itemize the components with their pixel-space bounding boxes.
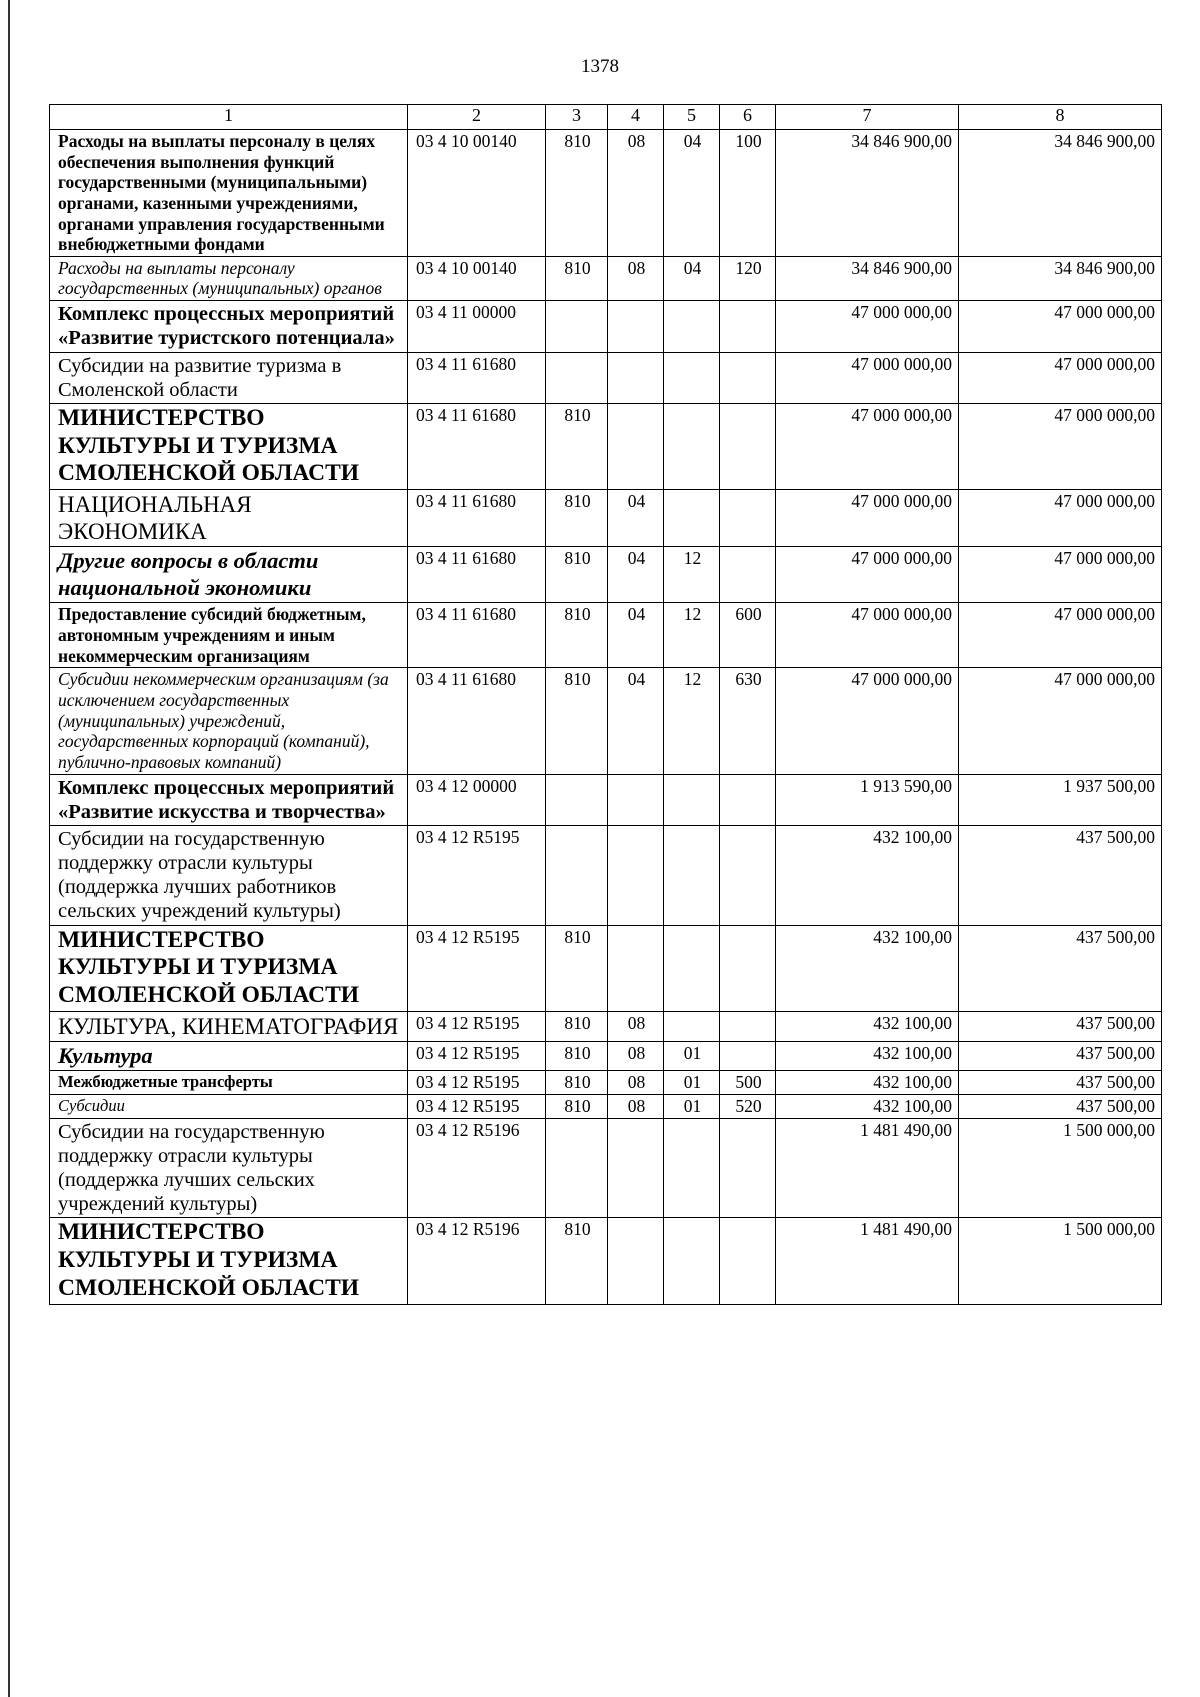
row-name-cell: Другие вопросы в области национальной экономики [50, 547, 408, 603]
column-header: 7 [776, 105, 959, 130]
budget-table [49, 104, 1162, 1305]
amount-year2-cell: 1 937 500,00 [959, 774, 1162, 825]
table-body [50, 130, 1162, 1305]
amount-year1-cell: 432 100,00 [776, 925, 959, 1011]
subsection-cell: 12 [664, 547, 720, 603]
row-name-cell: Расходы на выплаты персоналу в целях обеспечения выполнения функций государственными (муниципальными) органами, казенными учреждениями, органами управления государственными внебюджетными фондами [50, 130, 408, 257]
section-cell: 08 [608, 1095, 664, 1119]
ministry-code-cell: 810 [546, 668, 608, 774]
expense-type-cell: 120 [720, 256, 776, 300]
expense-type-cell [720, 403, 776, 489]
scan-edge-line [8, 0, 10, 1697]
row-name-cell: Межбюджетные трансферты [50, 1071, 408, 1095]
amount-year2-cell: 47 000 000,00 [959, 547, 1162, 603]
expense-type-cell [720, 774, 776, 825]
table-row [50, 352, 1162, 403]
table-row [50, 547, 1162, 603]
table-row [50, 256, 1162, 300]
row-name-cell: Комплекс процессных мероприятий «Развитие туристского потенциала» [50, 301, 408, 352]
expense-type-cell [720, 825, 776, 925]
ministry-code-cell: 810 [546, 1011, 608, 1041]
table-row [50, 1218, 1162, 1304]
subsection-cell [664, 774, 720, 825]
column-header: 1 [50, 105, 408, 130]
subsection-cell [664, 1118, 720, 1218]
ministry-code-cell: 810 [546, 925, 608, 1011]
subsection-cell: 04 [664, 256, 720, 300]
section-cell: 04 [608, 490, 664, 547]
ministry-code-cell: 810 [546, 256, 608, 300]
subsection-cell [664, 403, 720, 489]
section-cell: 08 [608, 130, 664, 257]
table-row [50, 130, 1162, 257]
section-cell: 08 [608, 256, 664, 300]
section-cell [608, 1118, 664, 1218]
budget-code-cell: 03 4 11 00000 [408, 301, 546, 352]
budget-code-cell: 03 4 11 61680 [408, 403, 546, 489]
section-cell [608, 774, 664, 825]
amount-year1-cell: 432 100,00 [776, 1095, 959, 1119]
column-header: 3 [546, 105, 608, 130]
subsection-cell [664, 925, 720, 1011]
subsection-cell [664, 1011, 720, 1041]
section-cell: 08 [608, 1071, 664, 1095]
column-header: 6 [720, 105, 776, 130]
section-cell: 08 [608, 1011, 664, 1041]
expense-type-cell [720, 1118, 776, 1218]
amount-year2-cell: 47 000 000,00 [959, 603, 1162, 668]
amount-year1-cell: 47 000 000,00 [776, 403, 959, 489]
row-name-cell: Комплекс процессных мероприятий «Развитие искусства и творчества» [50, 774, 408, 825]
budget-code-cell: 03 4 12 00000 [408, 774, 546, 825]
table-row [50, 825, 1162, 925]
row-name-cell: Субсидии [50, 1095, 408, 1119]
budget-code-cell: 03 4 12 R5195 [408, 1071, 546, 1095]
budget-code-cell: 03 4 10 00140 [408, 256, 546, 300]
amount-year1-cell: 1 913 590,00 [776, 774, 959, 825]
section-cell: 08 [608, 1041, 664, 1071]
amount-year2-cell: 47 000 000,00 [959, 301, 1162, 352]
column-header: 5 [664, 105, 720, 130]
table-row [50, 1011, 1162, 1041]
amount-year1-cell: 47 000 000,00 [776, 352, 959, 403]
budget-code-cell: 03 4 11 61680 [408, 668, 546, 774]
budget-code-cell: 03 4 12 R5195 [408, 825, 546, 925]
expense-type-cell [720, 1218, 776, 1304]
subsection-cell: 04 [664, 130, 720, 257]
column-header: 2 [408, 105, 546, 130]
budget-code-cell: 03 4 12 R5196 [408, 1118, 546, 1218]
subsection-cell [664, 352, 720, 403]
budget-code-cell: 03 4 11 61680 [408, 603, 546, 668]
column-header: 4 [608, 105, 664, 130]
row-name-cell: Культура [50, 1041, 408, 1071]
table-row [50, 301, 1162, 352]
ministry-code-cell: 810 [546, 490, 608, 547]
table-row [50, 1095, 1162, 1119]
page-number: 1378 [581, 56, 619, 77]
amount-year1-cell: 47 000 000,00 [776, 603, 959, 668]
budget-code-cell: 03 4 11 61680 [408, 490, 546, 547]
expense-type-cell [720, 352, 776, 403]
ministry-code-cell [546, 301, 608, 352]
ministry-code-cell [546, 825, 608, 925]
row-name-cell: Субсидии на развитие туризма в Смоленской области [50, 352, 408, 403]
section-cell [608, 301, 664, 352]
amount-year2-cell: 47 000 000,00 [959, 352, 1162, 403]
amount-year1-cell: 432 100,00 [776, 1011, 959, 1041]
budget-code-cell: 03 4 12 R5195 [408, 1041, 546, 1071]
section-cell: 04 [608, 668, 664, 774]
amount-year1-cell: 1 481 490,00 [776, 1218, 959, 1304]
row-name-cell: Субсидии некоммерческим организациям (за исключением государственных (муниципальных) учреждений, государственных корпораций (компаний), публично-правовых компаний) [50, 668, 408, 774]
budget-code-cell: 03 4 12 R5195 [408, 925, 546, 1011]
ministry-code-cell: 810 [546, 1041, 608, 1071]
amount-year2-cell: 47 000 000,00 [959, 490, 1162, 547]
budget-code-cell: 03 4 12 R5195 [408, 1095, 546, 1119]
expense-type-cell [720, 547, 776, 603]
amount-year2-cell: 47 000 000,00 [959, 403, 1162, 489]
subsection-cell: 01 [664, 1095, 720, 1119]
amount-year1-cell: 34 846 900,00 [776, 130, 959, 257]
section-cell [608, 1218, 664, 1304]
budget-code-cell: 03 4 12 R5196 [408, 1218, 546, 1304]
section-cell [608, 352, 664, 403]
table-row [50, 668, 1162, 774]
subsection-cell: 12 [664, 668, 720, 774]
amount-year1-cell: 47 000 000,00 [776, 490, 959, 547]
amount-year2-cell: 437 500,00 [959, 925, 1162, 1011]
subsection-cell: 01 [664, 1071, 720, 1095]
amount-year2-cell: 47 000 000,00 [959, 668, 1162, 774]
table-row [50, 1118, 1162, 1218]
expense-type-cell [720, 1011, 776, 1041]
expense-type-cell [720, 1041, 776, 1071]
table-row [50, 1071, 1162, 1095]
amount-year2-cell: 34 846 900,00 [959, 130, 1162, 257]
amount-year2-cell: 437 500,00 [959, 1041, 1162, 1071]
row-name-cell: Предоставление субсидий бюджетным, автономным учреждениям и иным некоммерческим организациям [50, 603, 408, 668]
table-row [50, 490, 1162, 547]
amount-year2-cell: 437 500,00 [959, 1071, 1162, 1095]
row-name-cell: Расходы на выплаты персоналу государственных (муниципальных) органов [50, 256, 408, 300]
ministry-code-cell: 810 [546, 1218, 608, 1304]
ministry-code-cell [546, 352, 608, 403]
section-cell: 04 [608, 547, 664, 603]
amount-year1-cell: 432 100,00 [776, 1071, 959, 1095]
ministry-code-cell [546, 1118, 608, 1218]
section-cell [608, 925, 664, 1011]
amount-year1-cell: 34 846 900,00 [776, 256, 959, 300]
section-cell: 04 [608, 603, 664, 668]
amount-year2-cell: 437 500,00 [959, 825, 1162, 925]
ministry-code-cell: 810 [546, 130, 608, 257]
subsection-cell [664, 825, 720, 925]
subsection-cell [664, 1218, 720, 1304]
amount-year1-cell: 432 100,00 [776, 825, 959, 925]
ministry-code-cell: 810 [546, 603, 608, 668]
row-name-cell: МИНИСТЕРСТВО КУЛЬТУРЫ И ТУРИЗМА СМОЛЕНСКОЙ ОБЛАСТИ [50, 925, 408, 1011]
row-name-cell: МИНИСТЕРСТВО КУЛЬТУРЫ И ТУРИЗМА СМОЛЕНСКОЙ ОБЛАСТИ [50, 1218, 408, 1304]
budget-code-cell: 03 4 10 00140 [408, 130, 546, 257]
table-row [50, 925, 1162, 1011]
expense-type-cell [720, 490, 776, 547]
subsection-cell [664, 301, 720, 352]
expense-type-cell: 630 [720, 668, 776, 774]
section-cell [608, 403, 664, 489]
ministry-code-cell [546, 774, 608, 825]
amount-year1-cell: 47 000 000,00 [776, 668, 959, 774]
column-header: 8 [959, 105, 1162, 130]
amount-year2-cell: 437 500,00 [959, 1011, 1162, 1041]
subsection-cell: 01 [664, 1041, 720, 1071]
amount-year1-cell: 1 481 490,00 [776, 1118, 959, 1218]
table-row [50, 774, 1162, 825]
row-name-cell: НАЦИОНАЛЬНАЯ ЭКОНОМИКА [50, 490, 408, 547]
subsection-cell [664, 490, 720, 547]
expense-type-cell [720, 925, 776, 1011]
row-name-cell: КУЛЬТУРА, КИНЕМАТОГРАФИЯ [50, 1011, 408, 1041]
section-cell [608, 825, 664, 925]
table-row [50, 603, 1162, 668]
amount-year1-cell: 432 100,00 [776, 1041, 959, 1071]
ministry-code-cell: 810 [546, 403, 608, 489]
expense-type-cell: 100 [720, 130, 776, 257]
row-name-cell: Субсидии на государственную поддержку отрасли культуры (поддержка лучших работников сельских учреждений культуры) [50, 825, 408, 925]
amount-year2-cell: 437 500,00 [959, 1095, 1162, 1119]
table-row [50, 403, 1162, 489]
expense-type-cell [720, 301, 776, 352]
row-name-cell: Субсидии на государственную поддержку отрасли культуры (поддержка лучших сельских учреждений культуры) [50, 1118, 408, 1218]
subsection-cell: 12 [664, 603, 720, 668]
ministry-code-cell: 810 [546, 547, 608, 603]
budget-code-cell: 03 4 11 61680 [408, 547, 546, 603]
ministry-code-cell: 810 [546, 1071, 608, 1095]
amount-year2-cell: 34 846 900,00 [959, 256, 1162, 300]
expense-type-cell: 520 [720, 1095, 776, 1119]
table-row [50, 1041, 1162, 1071]
amount-year1-cell: 47 000 000,00 [776, 547, 959, 603]
expense-type-cell: 600 [720, 603, 776, 668]
expense-type-cell: 500 [720, 1071, 776, 1095]
amount-year2-cell: 1 500 000,00 [959, 1218, 1162, 1304]
ministry-code-cell: 810 [546, 1095, 608, 1119]
row-name-cell: МИНИСТЕРСТВО КУЛЬТУРЫ И ТУРИЗМА СМОЛЕНСКОЙ ОБЛАСТИ [50, 403, 408, 489]
amount-year2-cell: 1 500 000,00 [959, 1118, 1162, 1218]
budget-code-cell: 03 4 11 61680 [408, 352, 546, 403]
amount-year1-cell: 47 000 000,00 [776, 301, 959, 352]
budget-code-cell: 03 4 12 R5195 [408, 1011, 546, 1041]
header-row [50, 105, 1162, 130]
